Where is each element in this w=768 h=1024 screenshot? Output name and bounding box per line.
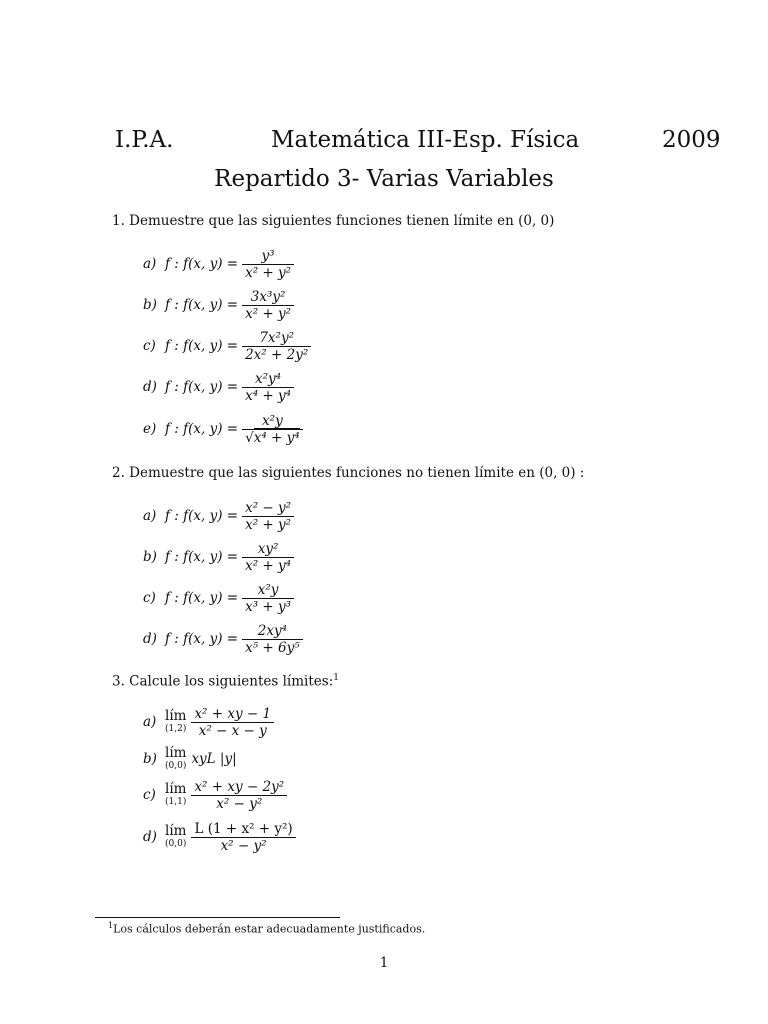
item-marker: c) [143,787,156,803]
fraction [191,821,295,854]
fraction-numerator: xy² [257,540,279,557]
problem-3-item-a [143,701,274,743]
sqrt-argument: x⁴ + y⁴ [253,429,300,446]
fraction-numerator: L (1 + x² + y²) [194,820,293,837]
limit-operator [165,709,186,735]
function-lhs: f : f(x, y) = [165,549,239,565]
function-lhs: f : f(x, y) = [165,631,239,647]
function-lhs: f : f(x, y) = [165,379,239,395]
fraction-denominator [242,430,303,446]
fraction [242,248,294,281]
fraction-denominator: x⁴ + y⁴ [245,387,292,404]
function-lhs: f : f(x, y) = [165,508,239,524]
item-marker: c) [143,338,156,354]
fraction-numerator: x² − y² [245,499,292,516]
function-lhs: f : f(x, y) = [165,590,239,606]
problem-3-item-d [143,816,296,858]
footnote-reference: 1 [333,673,339,683]
fraction-denominator: x² − y² [220,837,267,854]
fraction-numerator: y³ [261,247,275,264]
problem-3-text: 3. Calcule los siguientes límites: [112,673,334,690]
fraction-denominator: x² − x − y [198,722,267,739]
footnote-marker: 1 [108,921,114,930]
footnote-text: Los cálculos deberán estar adecuadamente justificados. [113,922,426,936]
item-marker: d) [143,829,157,845]
limit-subscript: (1,1) [165,797,187,807]
fraction-numerator: 2xy⁴ [257,622,287,639]
problem-1-item-e [143,408,303,450]
fraction-denominator: x² + y⁴ [245,557,292,574]
fraction-denominator: x² + y² [245,516,292,533]
function-lhs: f : f(x, y) = [165,297,239,313]
fraction [242,371,294,404]
item-marker: d) [143,631,157,647]
fraction-numerator: x² + xy − 1 [194,705,272,722]
fraction [242,582,294,615]
fraction-denominator: x² + y² [245,305,292,322]
item-marker: a) [143,508,157,524]
fraction-denominator: x² − y² [216,795,263,812]
fraction-numerator: x²y⁴ [255,370,282,387]
problem-2-item-d [143,618,303,660]
problem-2-item-c [143,577,294,619]
limit-word: lím [165,781,187,797]
item-marker: e) [143,421,157,437]
item-marker: b) [143,549,157,565]
problem-2-item-a [143,495,294,537]
limit-subscript: (0,0) [165,839,187,849]
document-title: Repartido 3- Varias Variables [214,166,554,192]
limit-word: lím [165,745,187,761]
item-marker: b) [143,751,157,767]
header-course: Matemática III-Esp. Física [271,127,580,153]
limit-word: lím [165,708,187,724]
header-year: 2009 [662,127,721,153]
limit-subscript: (0,0) [165,761,187,771]
item-marker: b) [143,297,157,313]
item-marker: c) [143,590,156,606]
fraction [242,289,294,322]
fraction-numerator: 7x²y² [259,329,294,346]
header-institution: I.P.A. [115,127,174,153]
problem-3-item-c [143,774,287,816]
fraction-numerator: 3x³y² [250,288,286,305]
page-number: 1 [379,955,389,971]
item-marker: a) [143,714,157,730]
fraction-numerator: x²y [262,412,283,429]
problem-2-statement: 2. Demuestre que las siguientes funciones no tienen límite en (0, 0) : [112,465,585,481]
limit-operator [165,824,186,850]
fraction [242,623,303,656]
limit-expression: xyL |y| [191,751,237,767]
function-lhs: f : f(x, y) = [165,421,239,437]
item-marker: d) [143,379,157,395]
limit-operator [165,746,186,772]
fraction-denominator: x² + y² [245,264,292,281]
limit-subscript: (1,2) [165,724,187,734]
fraction [191,779,287,812]
fraction-denominator: x³ + y³ [245,598,292,615]
problem-1-item-d [143,366,294,408]
fraction [242,330,311,363]
function-lhs: f : f(x, y) = [165,338,239,354]
sqrt-symbol: √ [245,429,254,446]
fraction-denominator: 2x² + 2y² [245,346,309,363]
fraction [242,541,294,574]
problem-3-statement [112,673,339,690]
fraction [242,413,303,446]
problem-1-statement: 1. Demuestre que las siguientes funciones tienen límite en (0, 0) [112,213,555,229]
problem-2-item-b [143,536,294,578]
fraction [191,706,274,739]
fraction [242,500,294,533]
fraction-denominator: x⁵ + 6y⁵ [245,639,300,656]
limit-word: lím [165,823,187,839]
fraction-numerator: x²y [257,581,279,598]
problem-1-item-c [143,325,311,367]
fraction-numerator: x² + xy − 2y² [194,778,285,795]
footnote [108,921,425,936]
limit-operator [165,782,186,808]
item-marker: a) [143,256,157,272]
problem-1-item-a [143,243,294,285]
function-lhs: f : f(x, y) = [165,256,239,272]
problem-1-item-b [143,284,294,326]
footnote-rule [95,917,340,918]
